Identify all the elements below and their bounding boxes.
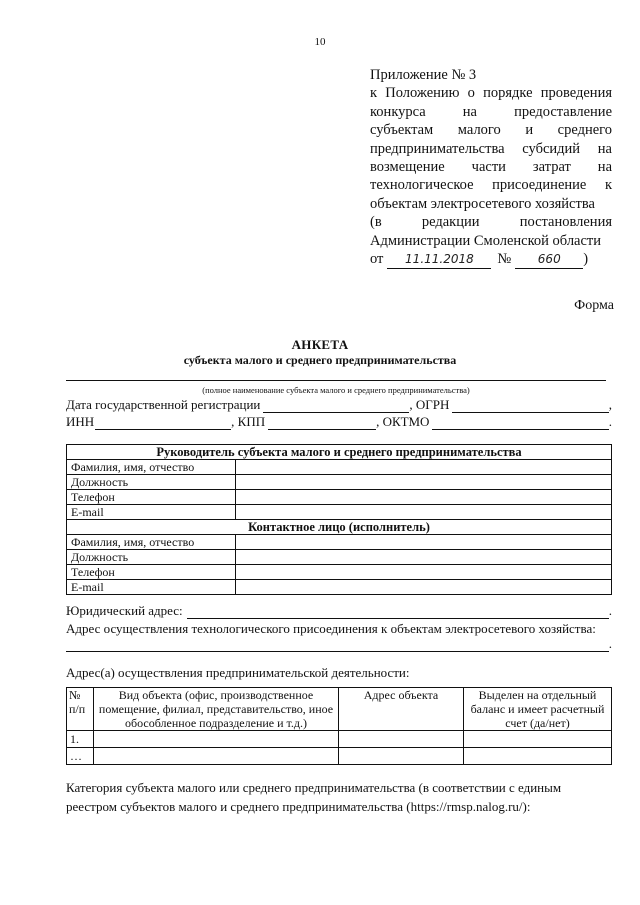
registration-line [66, 397, 612, 413]
col-account-header: Выделен на отдельный баланс и имеет расчетный счет (да/нет) [464, 688, 612, 731]
handwritten-date: 11.11.2018 [405, 252, 474, 267]
connection-address-label: Адрес осуществления технологического присоединения к объектам электросетевого хозяйства: [66, 621, 596, 636]
entity-name-hint: (полное наименование субъекта малого и среднего предпринимательства) [202, 385, 470, 395]
date-field [387, 250, 491, 269]
row-label: Фамилия, имя, отчество [67, 535, 236, 550]
appendix-block [370, 66, 612, 269]
object-address-cell[interactable] [339, 731, 464, 748]
form-title: АНКЕТА [291, 337, 349, 352]
row-label: Телефон [67, 565, 236, 580]
appendix-line: к Положению о порядке проведения [370, 85, 612, 102]
appendix-line: субъектам малого и среднего [370, 122, 612, 139]
table-row [67, 490, 612, 505]
registration-date-label: Дата государственной регистрации [66, 397, 261, 412]
section-head-title: Руководитель субъекта малого и среднего предпринимательства [67, 445, 612, 460]
legal-address-label: Юридический адрес: [66, 603, 183, 618]
table-row [67, 535, 612, 550]
ogrn-field[interactable] [452, 400, 608, 413]
object-type-cell[interactable] [94, 748, 339, 765]
oktmo-label: , ОКТМО [376, 414, 430, 429]
appendix-line: объектам электросетевого хозяйства [370, 195, 595, 212]
number-label: № [497, 251, 512, 268]
form-subtitle: субъекта малого и среднего предпринимательства [183, 353, 457, 367]
row-label: E-mail [67, 580, 236, 595]
appendix-line: возмещение части затрат на [370, 159, 612, 176]
table-row [67, 550, 612, 565]
inn-label: ИНН [66, 414, 95, 429]
page-number: 10 [314, 36, 326, 48]
col-address-header: Адрес объекта [339, 688, 464, 731]
contacts-table [66, 444, 612, 595]
connection-address-line [66, 636, 612, 652]
row-label: Должность [67, 475, 236, 490]
number-field [515, 250, 583, 269]
kpp-field[interactable] [268, 417, 376, 430]
appendix-line: (в редакции постановления [370, 214, 612, 231]
appendix-line: конкурса на предоставление [370, 103, 612, 120]
row-label: Телефон [67, 490, 236, 505]
section-contact-title: Контактное лицо (исполнитель) [67, 520, 612, 535]
contact-position-cell[interactable] [236, 550, 612, 565]
object-type-cell[interactable] [94, 731, 339, 748]
appendix-title: Приложение № 3 [370, 67, 477, 83]
contact-fio-cell[interactable] [236, 535, 612, 550]
section-header-row [67, 445, 612, 460]
line-end: , [608, 397, 612, 412]
kpp-label: , КПП [231, 414, 266, 429]
ids-line [66, 414, 612, 430]
registration-date-field[interactable] [263, 400, 409, 413]
object-address-cell[interactable] [339, 748, 464, 765]
legal-address-line [66, 603, 612, 619]
entity-name-line[interactable] [66, 380, 606, 381]
form-label: Форма [574, 298, 614, 313]
row-number: … [67, 748, 94, 765]
appendix-line: Администрации Смоленской области [370, 232, 602, 249]
business-addresses-table [66, 687, 612, 765]
table-row [67, 580, 612, 595]
table-header-row [67, 688, 612, 731]
appendix-date-number-row [370, 250, 612, 269]
handwritten-number: 660 [537, 252, 561, 267]
ogrn-label: , ОГРН [409, 397, 450, 412]
line-end: . [608, 603, 612, 618]
table-row [67, 460, 612, 475]
row-label: Фамилия, имя, отчество [67, 460, 236, 475]
contact-phone-cell[interactable] [236, 565, 612, 580]
account-cell[interactable] [464, 731, 612, 748]
row-label: Должность [67, 550, 236, 565]
line-end: . [608, 414, 612, 429]
close-paren: ) [583, 251, 589, 268]
table-row [67, 731, 612, 748]
head-email-cell[interactable] [236, 505, 612, 520]
section-header-row [67, 520, 612, 535]
col-number-header: № п/п [67, 688, 94, 731]
appendix-line: технологическое присоединение к [370, 177, 612, 194]
row-label: E-mail [67, 505, 236, 520]
row-number: 1. [67, 731, 94, 748]
legal-address-field[interactable] [187, 606, 609, 619]
business-addresses-label: Адрес(а) осуществления предпринимательской деятельности: [66, 665, 410, 680]
appendix-line: предпринимательства субсидий на [370, 140, 612, 157]
connection-address-field[interactable] [66, 639, 609, 652]
col-object-type-header: Вид объекта (офис, производственное помещение, филиал, представительство, иное обособленное подразделение и т.д.) [94, 688, 339, 731]
head-position-cell[interactable] [236, 475, 612, 490]
head-fio-cell[interactable] [236, 460, 612, 475]
table-row [67, 565, 612, 580]
table-row [67, 505, 612, 520]
inn-field[interactable] [95, 417, 231, 430]
line-end: . [608, 636, 612, 651]
table-row [67, 475, 612, 490]
head-phone-cell[interactable] [236, 490, 612, 505]
oktmo-field[interactable] [432, 417, 608, 430]
from-label: от [370, 251, 384, 268]
table-row [67, 748, 612, 765]
contact-email-cell[interactable] [236, 580, 612, 595]
category-text: Категория субъекта малого или среднего предпринимательства (в соответствии с единым реестром субъектов малого и среднего предпринимательства (https://rmsp.nalog.ru/): [66, 780, 562, 814]
account-cell[interactable] [464, 748, 612, 765]
